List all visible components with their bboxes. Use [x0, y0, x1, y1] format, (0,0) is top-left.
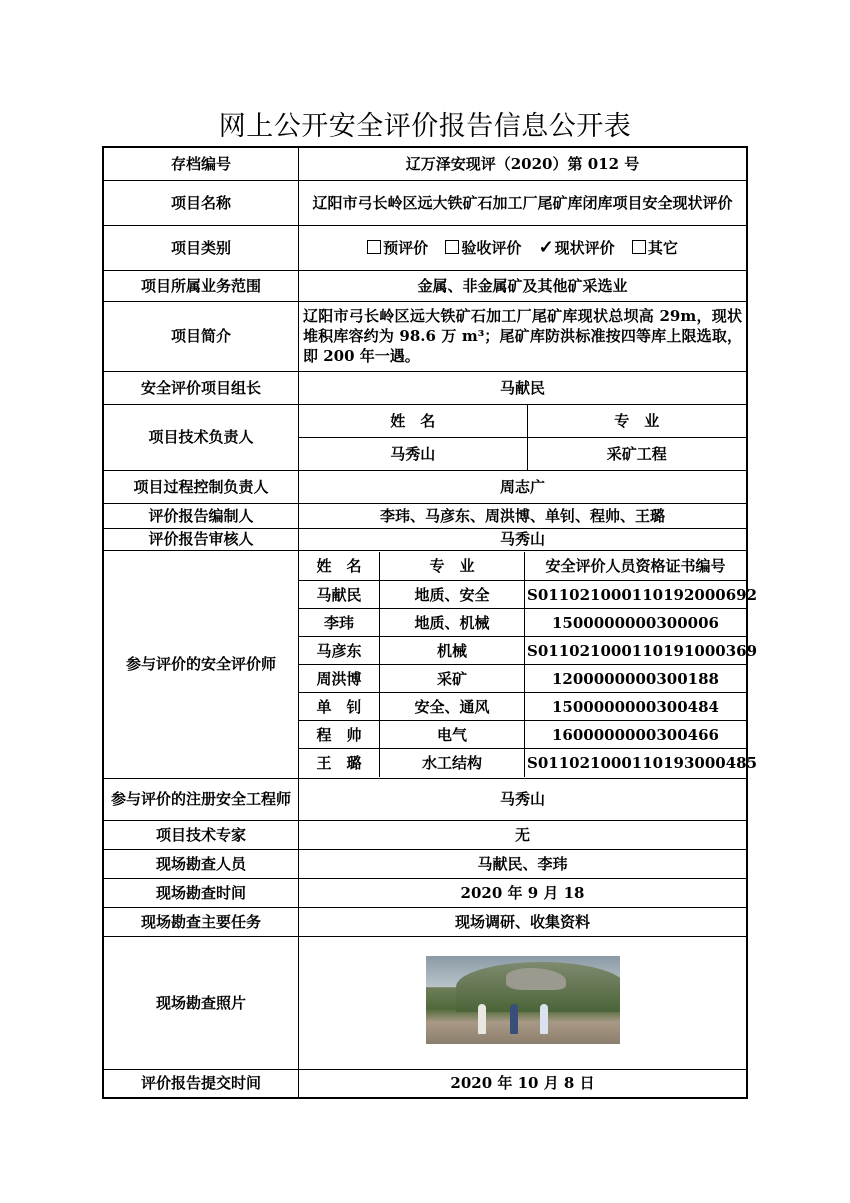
- engineer-value: 马秀山: [299, 778, 748, 820]
- checkmark-icon: ✓: [538, 236, 554, 258]
- row-expert: [103, 820, 747, 849]
- brief-value: 辽阳市弓长岭区远大铁矿石加工厂尾矿库现状总坝高 29m，现状堆积库容约为 98.6 万 m³；尾矿库防洪标准按四等库上限选取，即 200 年一遇。: [299, 301, 748, 371]
- assessors-header-major: 专 业: [380, 552, 525, 581]
- process-value: 周志广: [299, 470, 748, 503]
- row-scope: [103, 270, 747, 301]
- category-options: [299, 225, 748, 270]
- photo-label: 现场勘查照片: [103, 936, 299, 1069]
- category-option-pre: 预评价: [367, 239, 428, 257]
- survey-task-value: 现场调研、收集资料: [299, 907, 748, 936]
- name-value: 辽阳市弓长岭区远大铁矿石加工厂尾矿库闭库项目安全现状评价: [299, 180, 748, 225]
- name-label: 项目名称: [103, 180, 299, 225]
- leader-value: 马献民: [299, 371, 748, 404]
- page-title: 网上公开安全评价报告信息公开表: [218, 111, 632, 142]
- tech-subtable: [299, 405, 746, 470]
- row-tech: [103, 404, 747, 470]
- tech-header-name: 姓 名: [299, 405, 527, 438]
- expert-value: 无: [299, 820, 748, 849]
- scope-value: 金属、非金属矿及其他矿采选业: [299, 270, 748, 301]
- leader-label: 安全评价项目组长: [103, 371, 299, 404]
- table-row: 周洪博 采矿 1200000000300188: [299, 665, 746, 693]
- expert-label: 项目技术专家: [103, 820, 299, 849]
- survey-staff-value: 马献民、李玮: [299, 849, 748, 878]
- info-table: [102, 146, 758, 1099]
- row-archive: [103, 147, 747, 180]
- checkbox-icon: [445, 240, 459, 254]
- archive-label: 存档编号: [103, 147, 299, 180]
- tech-name: 马秀山: [299, 438, 527, 470]
- submit-label: 评价报告提交时间: [103, 1069, 299, 1098]
- assessors-label: 参与评价的安全评价师: [103, 550, 299, 778]
- assessors-header-cert: 安全评价人员资格证书编号: [525, 552, 747, 581]
- category-option-status: ✓现状评价: [538, 236, 615, 258]
- row-survey-time: [103, 878, 747, 907]
- row-engineer: [103, 778, 747, 820]
- survey-time-value: 2020 年 9 月 18: [299, 878, 748, 907]
- archive-value: 辽万泽安现评（2020）第 012 号: [299, 147, 748, 180]
- row-name: [103, 180, 747, 225]
- row-compile: [103, 503, 747, 528]
- row-brief: [103, 301, 747, 371]
- survey-time-label: 现场勘查时间: [103, 878, 299, 907]
- submit-value: 2020 年 10 月 8 日: [299, 1069, 748, 1098]
- assessors-header-name: 姓 名: [299, 552, 380, 581]
- tech-label: 项目技术负责人: [103, 404, 299, 470]
- table-row: 李玮 地质、机械 1500000000300006: [299, 609, 746, 637]
- row-review: [103, 528, 747, 550]
- category-option-other: 其它: [632, 239, 678, 257]
- survey-staff-label: 现场勘查人员: [103, 849, 299, 878]
- site-photo: [426, 956, 620, 1044]
- brief-label: 项目简介: [103, 301, 299, 371]
- tech-header-major: 专 业: [527, 405, 746, 438]
- table-row: 程 帅 电气 1600000000300466: [299, 721, 746, 749]
- tech-major: 采矿工程: [527, 438, 746, 470]
- assessors-subtable: [299, 552, 758, 777]
- survey-task-label: 现场勘查主要任务: [103, 907, 299, 936]
- category-label: 项目类别: [103, 225, 299, 270]
- row-submit: [103, 1069, 747, 1098]
- row-leader: [103, 371, 747, 404]
- row-process: [103, 470, 747, 503]
- row-survey-task: [103, 907, 747, 936]
- row-category: [103, 225, 747, 270]
- process-label: 项目过程控制负责人: [103, 470, 299, 503]
- row-photo: [103, 936, 747, 1069]
- table-row: 王 璐 水工结构 S011021000110193000485: [299, 749, 746, 777]
- engineer-label: 参与评价的注册安全工程师: [103, 778, 299, 820]
- row-assessors: [103, 550, 747, 778]
- row-survey-staff: [103, 849, 747, 878]
- table-row: 马献民 地质、安全 S011021000110192000692: [299, 581, 746, 609]
- table-row: 单 钊 安全、通风 1500000000300484: [299, 693, 746, 721]
- category-option-accept: 验收评价: [445, 239, 521, 257]
- review-value: 马秀山: [299, 528, 748, 550]
- checkbox-icon: [367, 240, 381, 254]
- compile-label: 评价报告编制人: [103, 503, 299, 528]
- scope-label: 项目所属业务范围: [103, 270, 299, 301]
- checkbox-icon: [632, 240, 646, 254]
- compile-value: 李玮、马彦东、周洪博、单钊、程帅、王璐: [299, 503, 748, 528]
- review-label: 评价报告审核人: [103, 528, 299, 550]
- table-row: 马彦东 机械 S011021000110191000369: [299, 637, 746, 665]
